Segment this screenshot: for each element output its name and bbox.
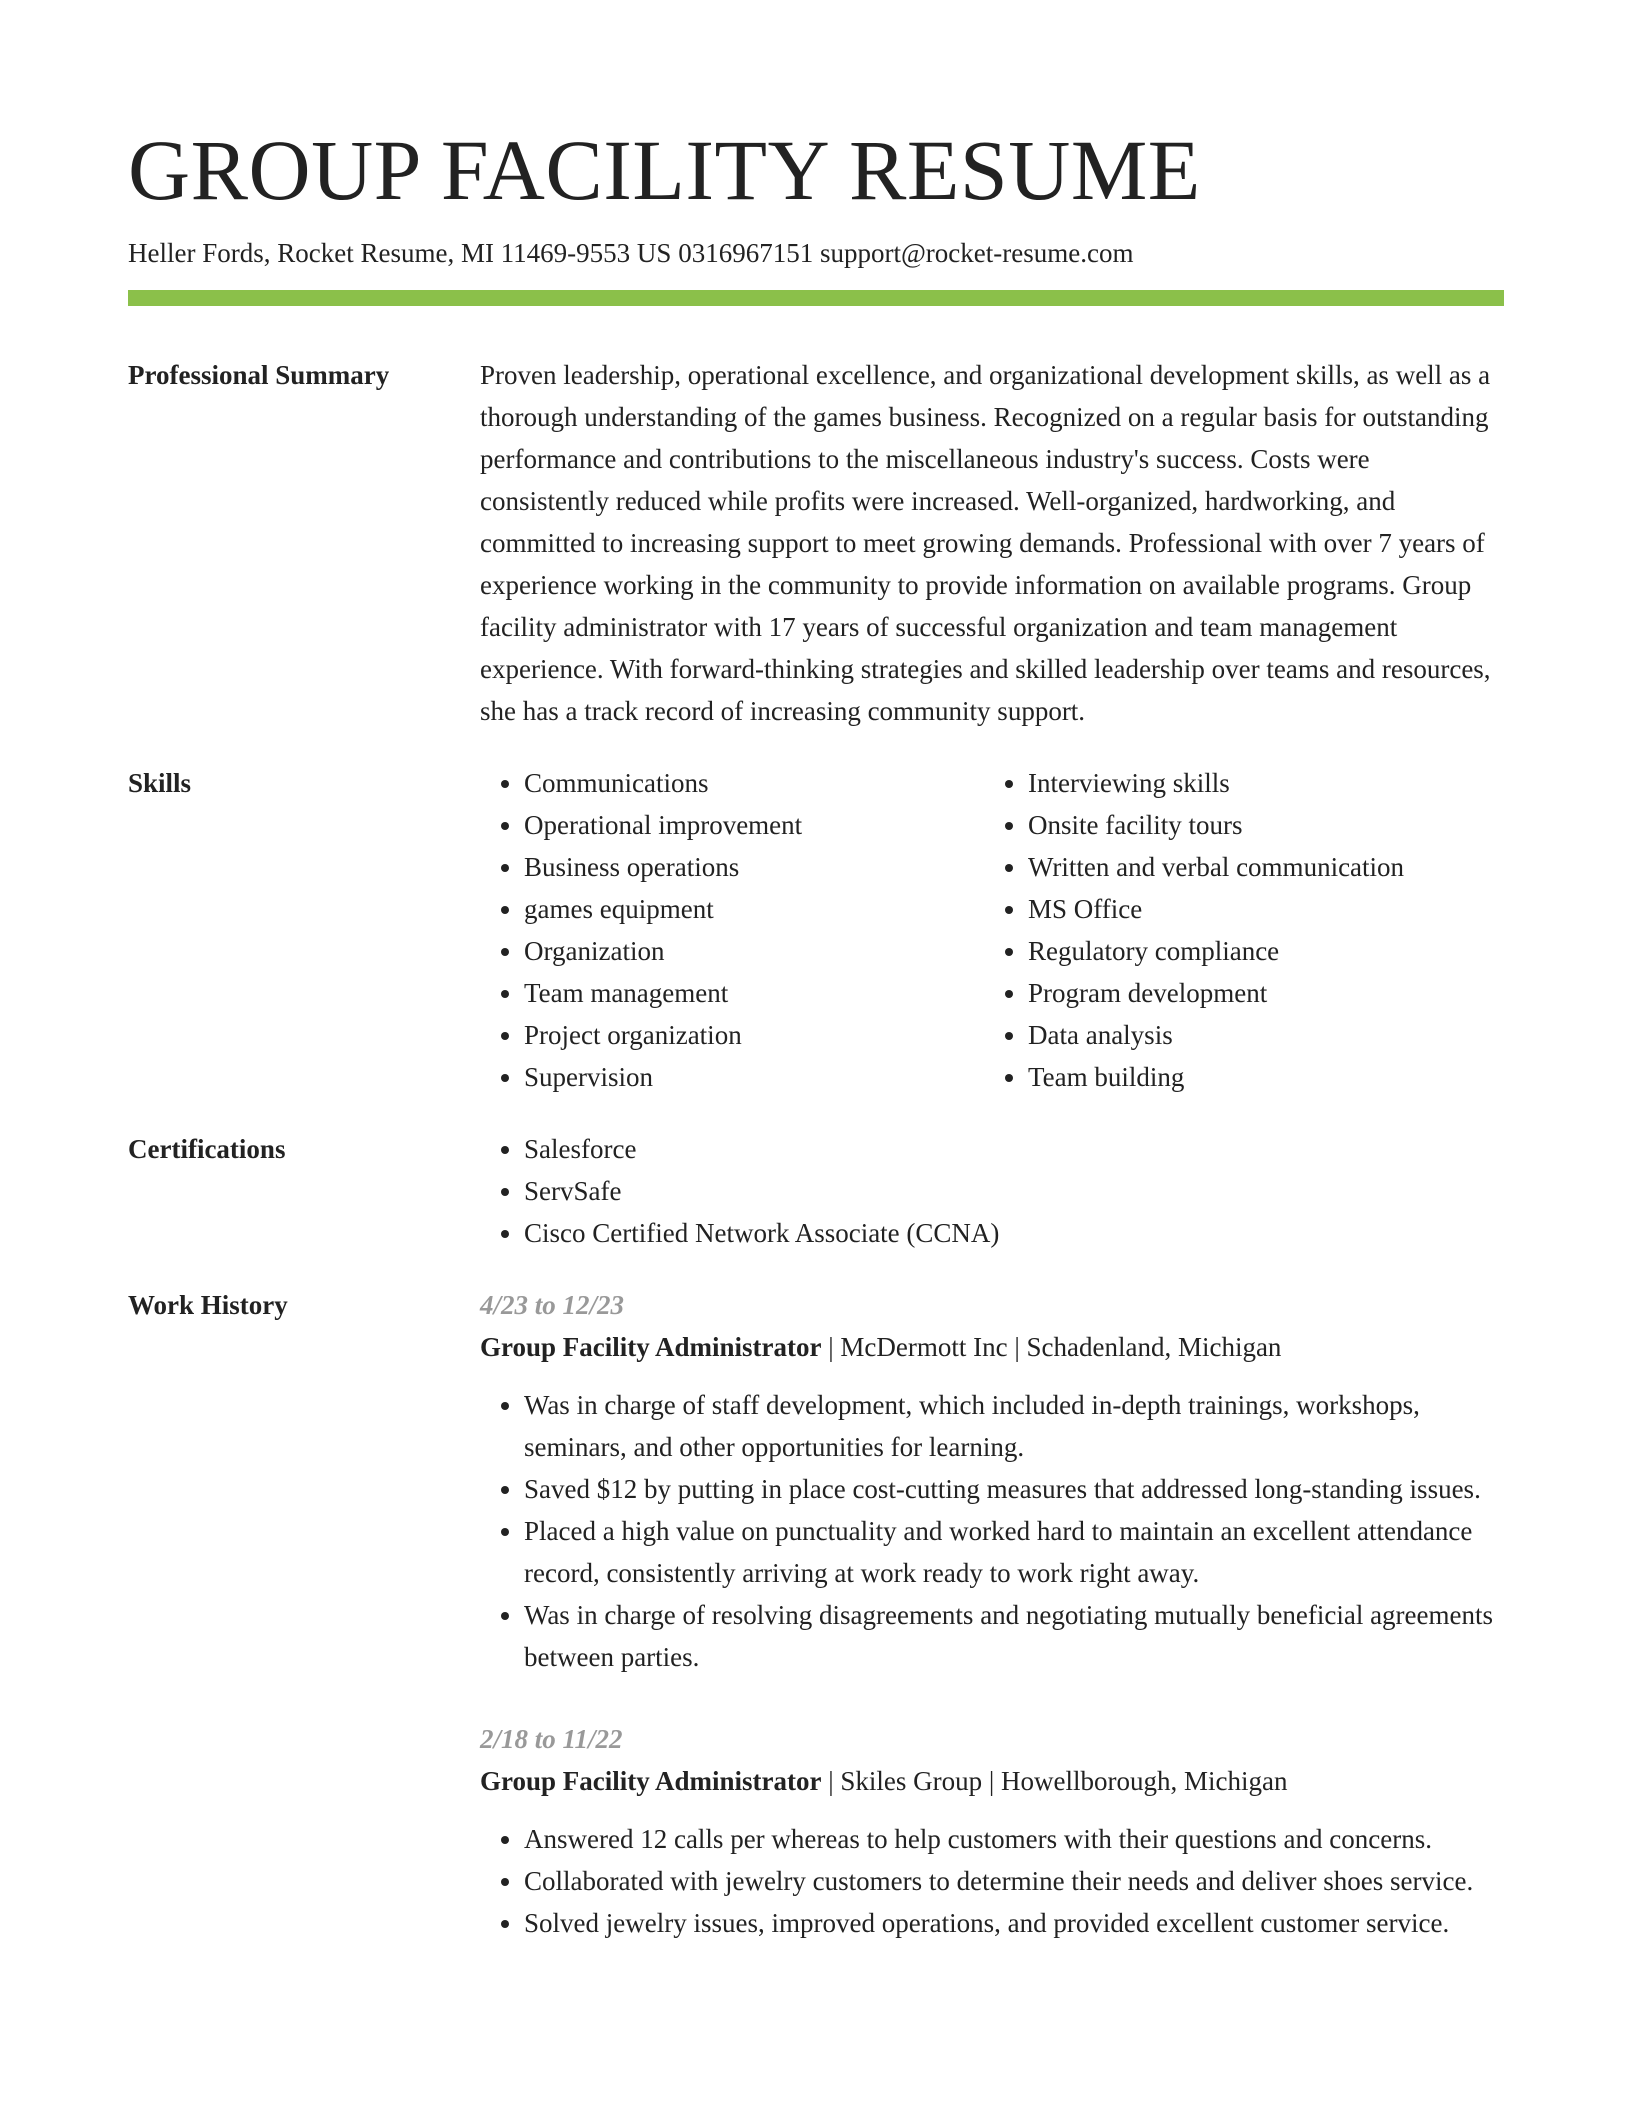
skill-item: • Interviewing skills (1028, 762, 1488, 804)
skill-item: • Organization (524, 930, 984, 972)
summary-text: Proven leadership, operational excellence, and organizational development skills, as well as a thorough understanding of the games business. Recognized on a regular basis for outstanding performance and contributions to the miscellaneous industry's success. Costs were consistently reduced while profits were increased. Well-organized, hardworking, and committed to increasing support to meet growing demands. Professional with over 7 years of experience working in the community to provide information on available programs. Group facility administrator with 17 years of successful organization and team management experience. With forward-thinking strategies and skilled leadership over teams and resources, she has a track record of increasing community support. (480, 360, 1491, 726)
skills-section (128, 762, 1504, 1098)
job-bullet: • Answered 12 calls per whereas to help customers with their questions and concerns. (524, 1818, 1504, 1860)
certification-item: • ServSafe (524, 1170, 1504, 1212)
contact-line: Heller Fords, Rocket Resume, MI 11469-9553 US 0316967151 support@rocket-resume.com (128, 238, 1134, 268)
certification-item: • Cisco Certified Network Associate (CCNA) (524, 1212, 1504, 1254)
job-bullet: • Was in charge of staff development, which included in-depth trainings, workshops, seminars, and other opportunities for learning. (524, 1384, 1504, 1468)
job-title: Group Facility Administrator (480, 1332, 822, 1362)
skill-item: • Project organization (524, 1014, 984, 1056)
certifications-section (128, 1128, 1504, 1254)
certifications-body (480, 1128, 1504, 1254)
skill-item: • Regulatory compliance (1028, 930, 1488, 972)
skill-item: • Team management (524, 972, 984, 1014)
skills-body (480, 762, 1504, 1098)
skill-item: • Supervision (524, 1056, 984, 1098)
job-details: | McDermott Inc | Schadenland, Michigan (821, 1332, 1282, 1362)
job-bullet: • Solved jewelry issues, improved operations, and provided excellent customer service. (524, 1902, 1504, 1944)
job-heading (480, 1326, 1504, 1368)
work-history-body (480, 1284, 1504, 1984)
skill-item: • Data analysis (1028, 1014, 1488, 1056)
section-label-summary: Professional Summary (128, 360, 390, 390)
job-bullet: • Saved $12 by putting in place cost-cutting measures that addressed long-standing issues. (524, 1468, 1504, 1510)
summary-section (128, 354, 1504, 732)
section-label-certifications: Certifications (128, 1134, 286, 1164)
work-history-section (128, 1284, 1504, 1984)
skills-column-left (480, 762, 984, 1098)
skill-item: • Business operations (524, 846, 984, 888)
job-bullet: • Was in charge of resolving disagreements and negotiating mutually beneficial agreements between parties. (524, 1594, 1504, 1678)
skill-item: • Operational improvement (524, 804, 984, 846)
accent-divider (128, 290, 1504, 306)
section-label-work-history: Work History (128, 1290, 288, 1320)
skill-item: • Program development (1028, 972, 1488, 1014)
job-dates: 4/23 to 12/23 (480, 1290, 625, 1320)
skill-item: • games equipment (524, 888, 984, 930)
job-dates: 2/18 to 11/22 (480, 1724, 623, 1754)
skills-list-left (480, 762, 984, 1098)
skill-item: • MS Office (1028, 888, 1488, 930)
skill-item: • Onsite facility tours (1028, 804, 1488, 846)
section-label-skills: Skills (128, 768, 192, 798)
certifications-list (480, 1128, 1504, 1254)
job-entry (480, 1718, 1504, 1944)
job-bullet: • Collaborated with jewelry customers to determine their needs and deliver shoes service. (524, 1860, 1504, 1902)
job-bullets (480, 1818, 1504, 1944)
skill-item: • Written and verbal communication (1028, 846, 1488, 888)
job-heading (480, 1760, 1504, 1802)
job-bullets (480, 1384, 1504, 1678)
skill-item: • Communications (524, 762, 984, 804)
job-details: | Skiles Group | Howellborough, Michigan (821, 1766, 1288, 1796)
job-title: Group Facility Administrator (480, 1766, 822, 1796)
job-bullet: • Placed a high value on punctuality and worked hard to maintain an excellent attendance record, consistently arriving at work ready to work right away. (524, 1510, 1504, 1594)
certification-item: • Salesforce (524, 1128, 1504, 1170)
summary-body (480, 354, 1504, 732)
job-entry (480, 1284, 1504, 1678)
skills-list-right (984, 762, 1488, 1098)
page-title: GROUP FACILITY RESUME (128, 122, 1201, 218)
skills-column-right (984, 762, 1488, 1098)
skill-item: • Team building (1028, 1056, 1488, 1098)
